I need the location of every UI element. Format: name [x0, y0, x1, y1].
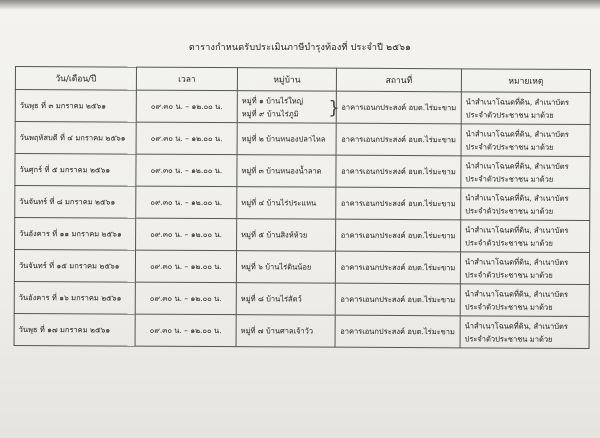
place-cell: อาคารเอนกประสงค์ อบต.ไร่มะขาม	[335, 251, 460, 284]
date-cell: วันจันทร์ ที่ ๘ มกราคม ๒๕๖๑	[15, 186, 136, 219]
date-cell: วันอังคาร ที่ ๑๖ มกราคม ๒๕๖๑	[14, 281, 135, 314]
note-line: ประจำตัวประชาชน มาด้วย	[465, 109, 554, 120]
place-cell: อาคารเอนกประสงค์ อบต.ไร่มะขาม	[336, 155, 461, 188]
date-cell: วันพุธ ที่ ๓ มกราคม ๒๕๖๑	[15, 90, 136, 123]
table-row	[14, 281, 589, 316]
note-line: ประจำตัวประชาชน มาด้วย	[464, 301, 553, 312]
village-cell: หมู่ที่ ๒ บ้านหนองปลาไหล	[237, 123, 336, 156]
village-cell: หมู่ที่ ๘ บ้านไร่สัตว์	[236, 283, 335, 316]
village-name: หมู่ที่ ๑ บ้านไร่ใหญ่	[241, 95, 304, 106]
table-row	[15, 90, 590, 125]
time-cell: ๐๙.๓๐ น. – ๑๒.๐๐ น.	[135, 282, 236, 315]
note-cell	[461, 220, 590, 253]
time-cell: ๐๙.๓๐ น. – ๑๒.๐๐ น.	[136, 154, 237, 187]
schedule-table	[14, 66, 591, 349]
document-title: ตารางกำหนดรับประเมินภาษีบำรุงท้องที่ ประจำปี ๒๕๖๑	[188, 43, 412, 53]
note-line: นำสำเนาโฉนดที่ดิน, สำเนาบัตร	[464, 256, 569, 267]
header-place: สถานที่	[336, 68, 461, 92]
village-cell: หมู่ที่ ๕ บ้านสิงห์ห้วย	[237, 219, 336, 252]
time-cell: ๐๙.๓๐ น. – ๑๒.๐๐ น.	[136, 218, 237, 251]
date-cell: วันศุกร์ ที่ ๕ มกราคม ๒๕๖๑	[15, 154, 136, 187]
place-cell: อาคารเอนกประสงค์ อบต.ไร่มะขาม	[336, 91, 461, 124]
note-line: ประจำตัวประชาชน มาด้วย	[465, 173, 554, 184]
table-row	[15, 122, 590, 157]
note-cell	[460, 252, 589, 285]
time-cell: ๐๙.๓๐ น. – ๑๒.๐๐ น.	[136, 90, 237, 123]
village-cell: หมู่ที่ ๖ บ้านไร่ดินน้อย	[236, 251, 335, 284]
note-cell	[460, 316, 589, 349]
place-cell: อาคารเอนกประสงค์ อบต.ไร่มะขาม	[335, 283, 460, 316]
note-line: ประจำตัวประชาชน มาด้วย	[465, 205, 554, 216]
header-time: เวลา	[136, 67, 237, 91]
note-cell	[461, 156, 590, 189]
table-row	[14, 250, 589, 285]
place-cell: อาคารเอนกประสงค์ อบต.ไร่มะขาม	[336, 219, 461, 252]
village-cell: หมู่ที่ ๔ บ้านไร่ประแหน	[237, 187, 336, 220]
note-line: นำสำเนาโฉนดที่ดิน, สำเนาบัตร	[465, 160, 569, 171]
note-line: ประจำตัวประชาชน มาด้วย	[464, 269, 553, 280]
note-cell	[461, 188, 590, 221]
table-header-row	[15, 67, 590, 93]
time-cell: ๐๙.๓๐ น. – ๑๒.๐๐ น.	[135, 314, 236, 347]
date-cell: วันพฤหัสบดี ที่ ๔ มกราคม ๒๕๖๑	[15, 122, 136, 155]
village-name: หมู่ที่ ๙ บ้านไร่ภูมิ	[241, 108, 299, 118]
date-cell: วันอังคาร ที่ ๑๑ มกราคม ๒๕๖๑	[15, 218, 136, 251]
table-row	[15, 154, 590, 189]
date-cell: วันจันทร์ ที่ ๑๕ มกราคม ๒๕๖๑	[14, 250, 135, 283]
header-date: วัน/เดือน/ปี	[15, 67, 136, 91]
table-row	[14, 313, 589, 348]
table-row	[15, 218, 590, 253]
note-line: นำสำเนาโฉนดที่ดิน, สำเนาบัตร	[465, 128, 569, 139]
header-note: หมายเหตุ	[461, 69, 590, 93]
time-cell: ๐๙.๓๐ น. – ๑๒.๐๐ น.	[136, 186, 237, 219]
note-line: นำสำเนาโฉนดที่ดิน, สำเนาบัตร	[465, 96, 570, 107]
note-line: ประจำตัวประชาชน มาด้วย	[464, 333, 553, 344]
note-line: นำสำเนาโฉนดที่ดิน, สำเนาบัตร	[464, 320, 568, 331]
note-cell	[460, 284, 589, 317]
note-line: ประจำตัวประชาชน มาด้วย	[465, 141, 554, 152]
time-cell: ๐๙.๓๐ น. – ๑๒.๐๐ น.	[136, 122, 237, 155]
place-cell: อาคารเอนกประสงค์ อบต.ไร่มะขาม	[336, 187, 461, 220]
brace-mark: }	[328, 97, 340, 119]
place-cell: อาคารเอนกประสงค์ อบต.ไร่มะขาม	[336, 123, 461, 156]
header-village: หมู่บ้าน	[237, 68, 336, 92]
page-edge-shadow	[0, 0, 600, 10]
note-line: ประจำตัวประชาชน มาด้วย	[465, 237, 553, 248]
village-cell	[237, 91, 340, 124]
table-row	[15, 186, 590, 221]
note-cell	[461, 92, 590, 125]
time-cell: ๐๙.๓๐ น. – ๑๒.๐๐ น.	[135, 250, 236, 283]
note-line: นำสำเนาโฉนดที่ดิน, สำเนาบัตร	[464, 288, 569, 299]
date-cell: วันพุธ ที่ ๑๗ มกราคม ๒๕๖๑	[14, 313, 135, 346]
note-line: นำสำเนาโฉนดที่ดิน, สำเนาบัตร	[465, 224, 569, 235]
village-cell: หมู่ที่ ๗ บ้านศาลเจ้าวัว	[236, 315, 335, 348]
village-cell: หมู่ที่ ๓ บ้านหนองน้ำลาด	[237, 155, 336, 188]
place-cell: อาคารเอนกประสงค์ อบต.ไร่มะขาม	[335, 315, 460, 348]
note-line: นำสำเนาโฉนดที่ดิน, สำเนาบัตร	[465, 192, 569, 203]
note-cell	[461, 124, 590, 157]
